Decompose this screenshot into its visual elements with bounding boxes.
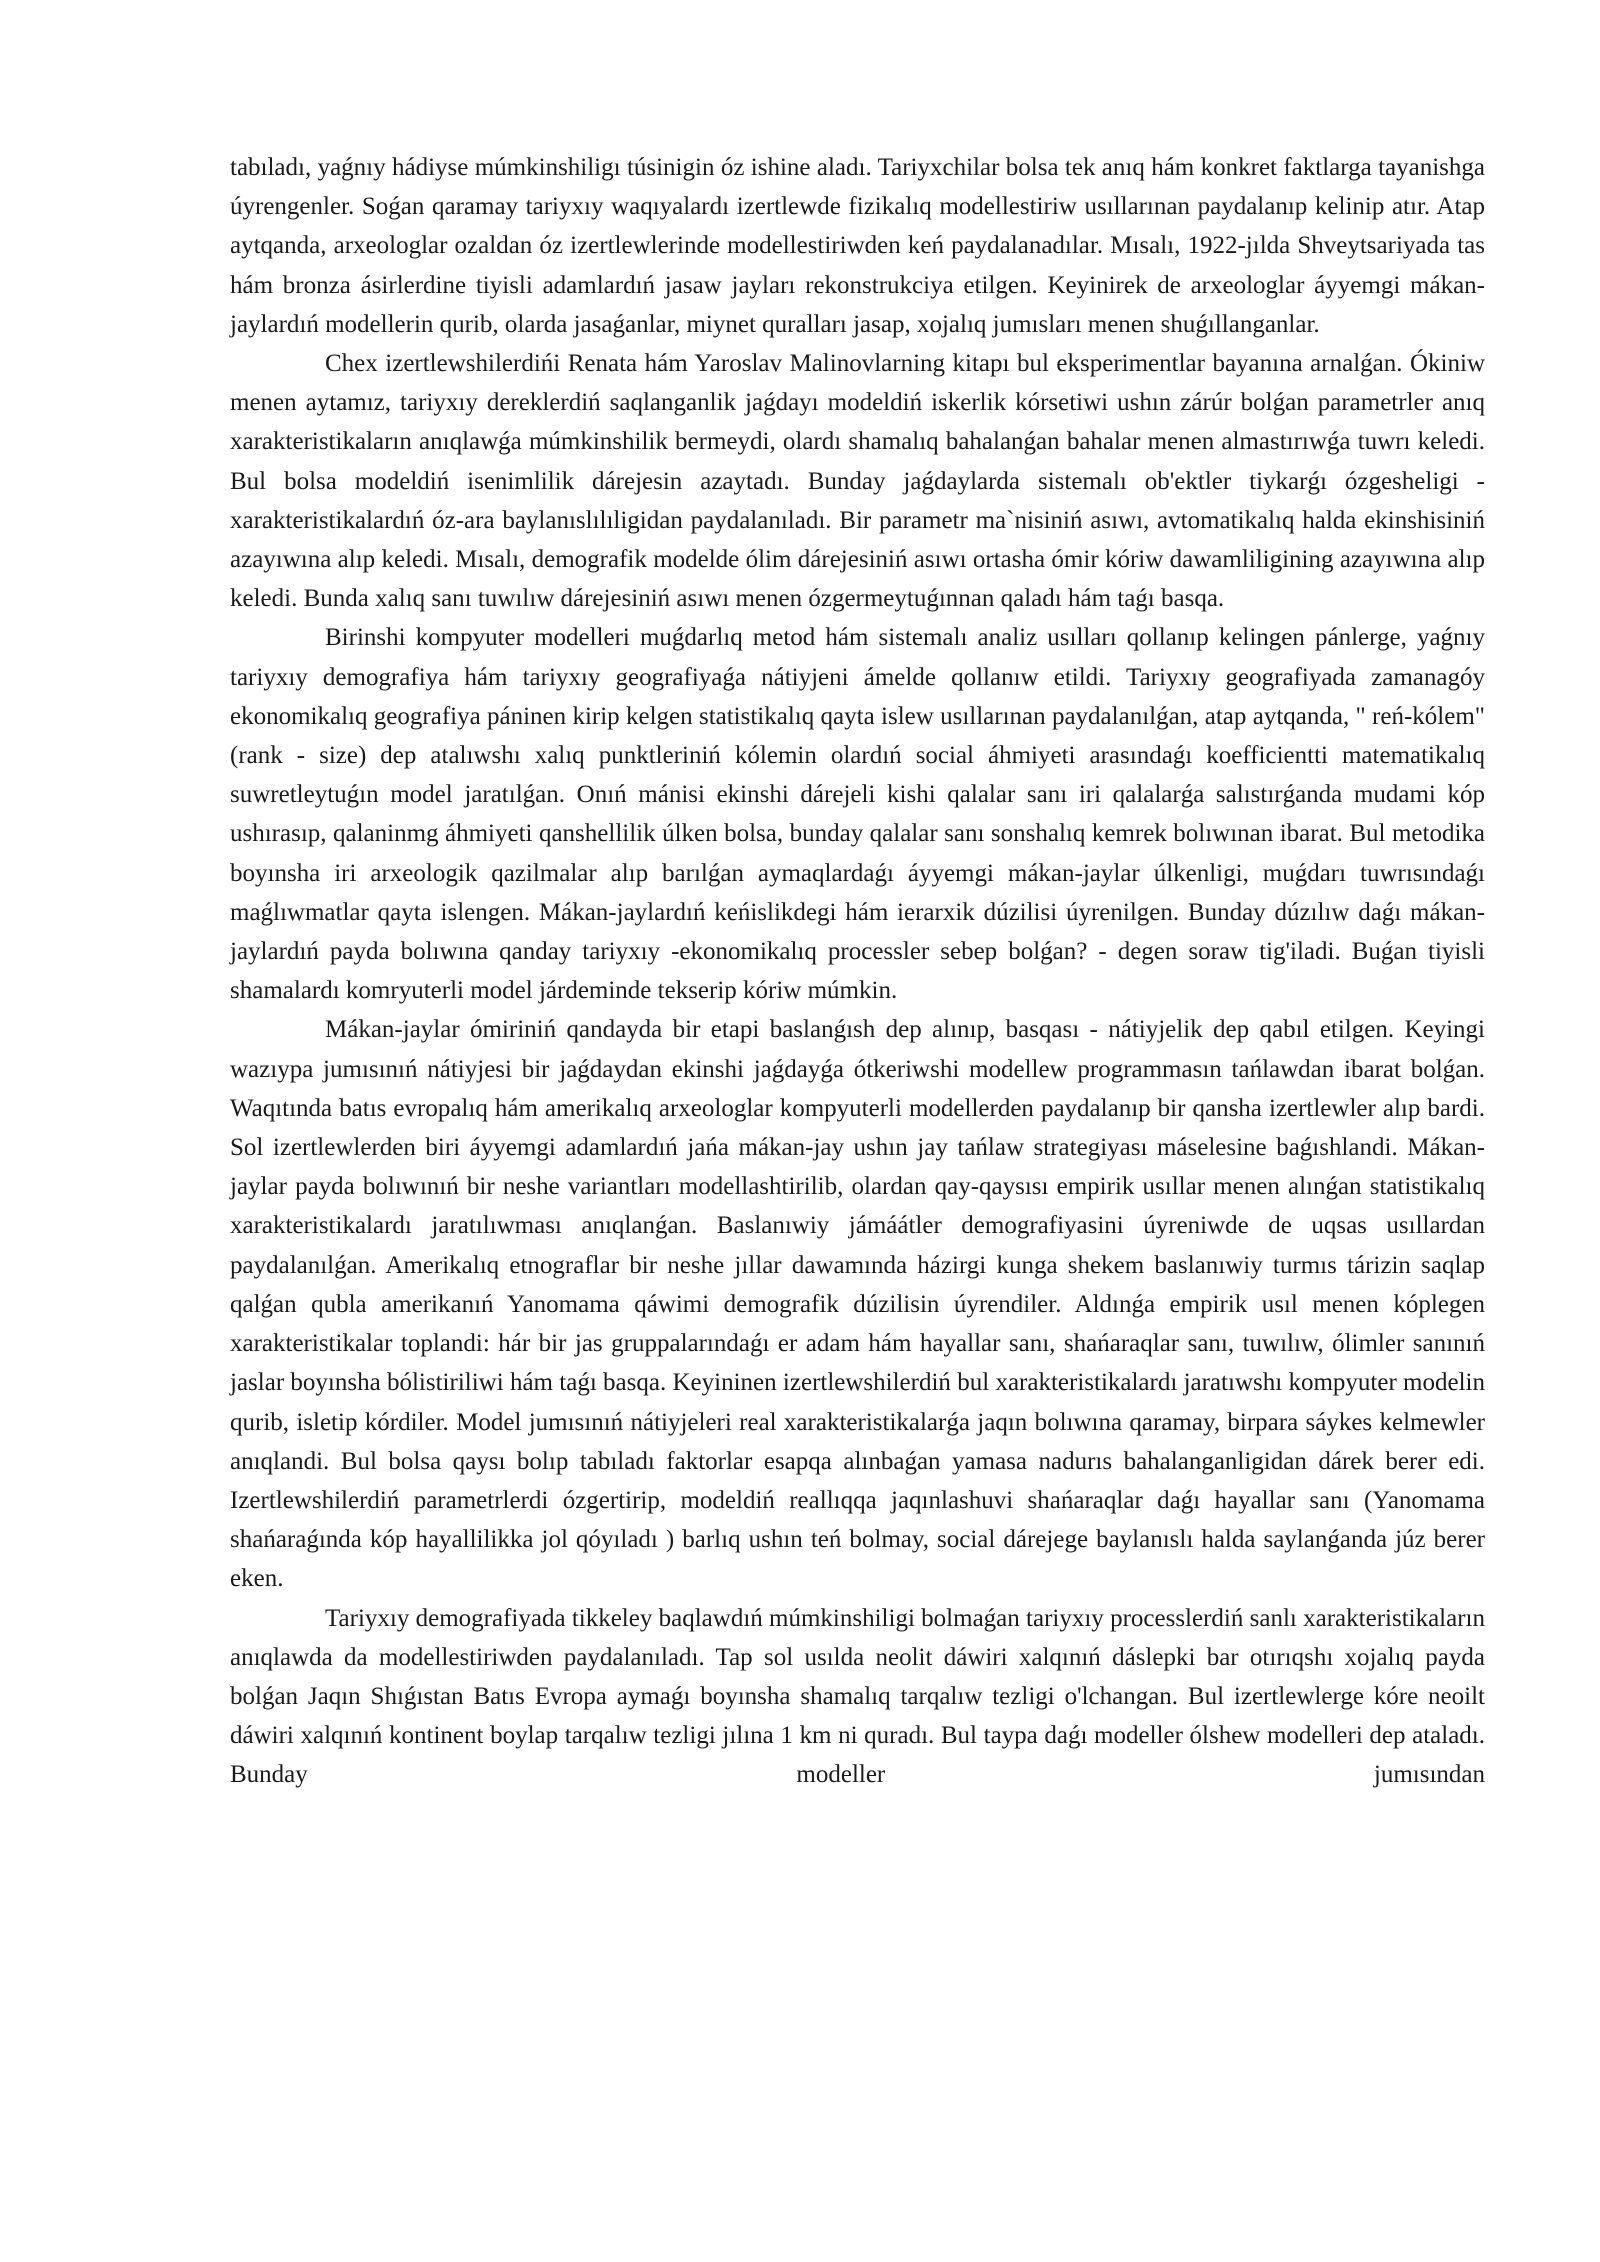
paragraph-4: Mákan-jaylar ómiriniń qandayda bir etapi baslanǵısh dep alınıp, basqası - nátiyjelik dep qabıl etilgen. Keyingi wazıypa jumısınıń nátiyjesi bir jaǵdaydan ekinshi jaǵdayǵa ótkeriwshi modellew programmasın tańlawdan ibarat bolǵan. Waqıtında batıs evropalıq hám amerikalıq arxeologlar kompyuterli modellerden paydalanıp bir qansha izertlewler alıp bardi. Sol izertlewlerden biri áyyemgi adamlardıń jańa mákan-jay ushın jay tańlaw strategiyası máselesine baǵıshlandi. Mákan-jaylar payda bolıwınıń bir neshe variantları modellashtirilib, olardan qay-qaysısı empirik usıllar menen alınǵan statistikalıq xarakteristikalardı jaratılıwması anıqlanǵan. Baslanıwiy jámáátler demografiyasini úyreniwde de uqsas usıllardan paydalanılǵan. Amerikalıq etnograflar bir neshe jıllar dawamında házirgi kunga shekem baslanıwiy turmıs tárizin saqlap qalǵan qubla amerikanıń Yanomama qáwimi demografik dúzilisin úyrendiler. Aldınǵa empirik usıl menen kóplegen xarakteristikalar toplandi: hár bir jas gruppalarındaǵı er adam hám hayallar sanı, shańaraqlar sanı, tuwılıw, ólimler sanınıń jaslar boyınsha bólistiriliwi hám taǵı basqa. Keyininen izertlewshilerdiń bul xarakteristikalardı jaratıwshı kompyuter modelin qurib, isletip kórdiler. Model jumısınıń nátiyjeleri real xarakteristikalarǵa jaqın bolıwına qaramay, birpara sáykes kelmewler anıqlandi. Bul bolsa qaysı bolıp tabıladı faktorlar esapqa alınbaǵan yamasa nadurıs bahalanganligidan dárek berer edi. Izertlewshilerdiń parametrlerdi ózgertirip, modeldiń reallıqqa jaqınlashuvi shańaraqlar daǵı hayallar sanı (Yanomama shańaraǵında kóp hayallilikka jol qóyıladı ) barlıq ushın teń bolmay, social dárejege baylanıslı halda saylanǵanda júz berer eken.: [230, 1016, 1485, 1593]
paragraph-2: Chex izertlewshilerdińi Renata hám Yaroslav Malinovlarning kitapı bul eksperimentlar bayanına arnalǵan. Ókiniw menen aytamız, tariyxıy dereklerdiń saqlanganlik jaǵdayı modeldiń iskerlik kórsetiwi ushın zárúr bolǵan parametrler anıq xarakteristikaların anıqlawǵa múmkinshilik bermeydi, olardı shamalıq bahalanǵan bahalar menen almastırıwǵa tuwrı keledi. Bul bolsa modeldiń isenimlilik dárejesin azaytadı. Bunday jaǵdaylarda sistemalı ob'ektler tiykarǵı ózgesheligi - xarakteristikalardıń óz-ara baylanıslılıligidan paydalanıladı. Bir parametr ma`nisiniń asıwı, avtomatikalıq halda ekinshisiniń azayıwına alıp keledi. Mısalı, demografik modelde ólim dárejesiniń asıwı ortasha ómir kóriw dawamliligining azayıwına alıp keledi. Bunda xalıq sanı tuwılıw dárejesiniń asıwı menen ózgermeytuǵınnan qaladı hám taǵı basqa.: [230, 350, 1485, 613]
document-page: [230, 148, 1485, 1795]
paragraph-1: tabıladı, yaǵnıy hádiyse múmkinshiligı túsinigin óz ishine aladı. Tariyxchilar bolsa tek anıq hám konkret faktlarga tayanishga úyrengenler. Soǵan qaramay tariyxıy waqıyalardı izertlewde fizikalıq modellestiriw usıllarınan paydalanıp kelinip atır. Atap aytqanda, arxeologlar ozaldan óz izertlewlerinde modellestiriwden keń paydalanadılar. Mısalı, 1922-jılda Shveytsariyada tas hám bronza ásirlerdine tiyisli adamlardıń jasaw jayları rekonstrukciya etilgen. Keyinirek de arxeologlar áyyemgi mákan-jaylardıń modellerin qurib, olarda jasaǵanlar, miynet quralları jasap, xojalıq jumısları menen shuǵıllanganlar.: [230, 154, 1485, 338]
paragraph-3: Birinshi kompyuter modelleri muǵdarlıq metod hám sistemalı analiz usılları qollanıp kelingen pánlerge, yaǵnıy tariyxıy demografiya hám tariyxıy geografiyaǵa nátiyjeni ámelde qollanıw etildi. Tariyxıy geografiyada zamanagóy ekonomikalıq geografiya páninen kirip kelgen statistikalıq qayta islew usıllarınan paydalanılǵan, atap aytqanda, " reń-kólem" (rank - size) dep atalıwshı xalıq punktleriniń kólemin olardıń social áhmiyeti arasındaǵı koefficientti matematikalıq suwretleytuǵın model jaratılǵan. Onıń mánisi ekinshi dárejeli kishi qalalar sanı iri qalalarǵa salıstırǵanda mudami kóp ushırasıp, qalaninmg áhmiyeti qanshellilik úlken bolsa, bunday qalalar sanı sonshalıq kemrek bolıwınan ibarat. Bul metodika boyınsha iri arxeologik qazilmalar alıp barılǵan aymaqlardaǵı áyyemgi mákan-jaylar úlkenligi, muǵdarı tuwrısındaǵı maǵlıwmatlar qayta islengen. Mákan-jaylardıń keńislikdegi hám ierarxik dúzilisi úyrenilgen. Bunday dúzılıw daǵı mákan-jaylardıń payda bolıwına qanday tariyxıy -ekonomikalıq processler sebep bolǵan? - degen soraw tig'iladi. Buǵan tiyisli shamalardı komryuterli model járdeminde tekserip kóriw múmkin.: [230, 624, 1485, 1005]
paragraph-5: Tariyxıy demografiyada tikkeley baqlawdıń múmkinshiligi bolmaǵan tariyxıy processlerdiń sanlı xarakteristikaların anıqlawda da modellestiriwden paydalanıladı. Tap sol usılda neolit dáwiri xalqınıń dáslepki bar otırıqshı xojalıq payda bolǵan Jaqın Shıǵıstan Batıs Evropa aymaǵı boyınsha shamalıq tarqalıw tezligi o'lchangan. Bul izertlewlerge kóre neoilt dáwiri xalqınıń kontinent boylap tarqalıw tezligi jılına 1 km ni quradı. Bul taypa daǵı modeller ólshew modelleri dep ataladı. Bunday modeller jumısından: [230, 1604, 1485, 1789]
